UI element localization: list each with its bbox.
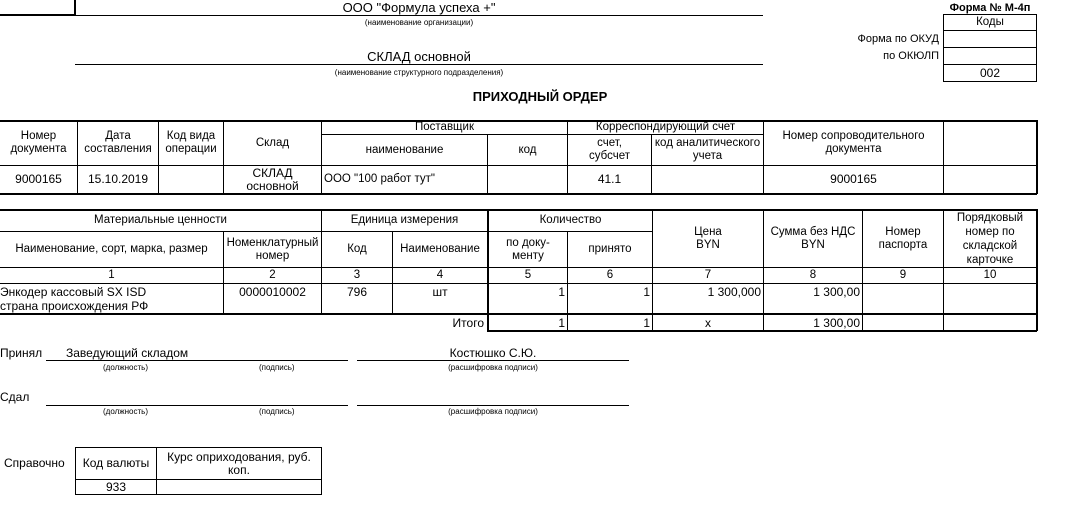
col-number-2: 2: [269, 269, 276, 281]
total-qty-received: 1: [643, 316, 650, 330]
org-underline: [75, 15, 763, 16]
supplier-name-header: наименование: [365, 143, 444, 156]
received-label: Принял: [0, 346, 43, 360]
reference-label: Справочно: [4, 456, 65, 470]
form-number: Форма № М-4п: [949, 2, 1031, 14]
items-row-bottom: [0, 313, 1037, 315]
col-number-10: 10: [983, 269, 997, 281]
supplier-name-value: ООО "100 работ тут": [324, 173, 435, 185]
total-price: x: [705, 316, 711, 330]
accompanying-doc-header: Номер сопроводительного документа: [782, 130, 925, 155]
corner-box: [0, 0, 76, 16]
col-number-1: 1: [108, 269, 115, 281]
account-sub-header: счет, субсчет: [589, 137, 630, 162]
warehouse-header: Склад: [255, 136, 290, 149]
qty-received-header: принято: [588, 243, 632, 255]
received-position: Заведующий складом: [66, 346, 189, 360]
unit-header: Единица измерения: [350, 214, 459, 226]
items-total-bottom: [487, 330, 1037, 332]
item-unit-code: 796: [346, 285, 368, 299]
received-decode-caption: (расшифровка подписи): [448, 363, 538, 372]
delivered-position-caption: (должность): [103, 407, 148, 416]
page-title: ПРИХОДНЫЙ ОРДЕР: [472, 89, 608, 104]
codes-line-2: [943, 47, 1037, 48]
total-sum: 1 300,00: [813, 316, 860, 330]
col-number-3: 3: [353, 269, 361, 281]
passport-header: Номер паспорта: [878, 225, 928, 251]
dept-underline: [75, 64, 763, 65]
item-name-line1: Энкодер кассовый SX ISD: [0, 285, 147, 299]
received-name: Костюшко С.Ю.: [449, 346, 537, 360]
col-number-6: 6: [606, 269, 614, 281]
codes-label: Коды: [976, 16, 1004, 28]
col-number-4: 4: [436, 269, 444, 281]
doc-extra-value: [944, 166, 1036, 193]
supplier-code-header: код: [518, 143, 537, 156]
received-signature-caption: (подпись): [259, 363, 295, 372]
quantity-header: Количество: [539, 214, 602, 226]
analytic-code-header: код аналитического учета: [654, 137, 761, 162]
doc-number-value: 9000165: [15, 172, 62, 186]
org-name: ООО "Формула успеха +": [342, 0, 496, 15]
rate-value: [157, 480, 321, 494]
delivered-position-line: [46, 405, 348, 406]
item-name-line2: страна происхождения РФ: [0, 299, 149, 313]
analytic-code-value: [652, 166, 763, 193]
item-qty-doc: 1: [558, 285, 565, 299]
supplier-header: Поставщик: [415, 121, 474, 133]
account-sub-value: 41.1: [597, 172, 622, 186]
price-header: Цена BYN: [694, 225, 722, 251]
total-label: Итого: [452, 316, 484, 330]
op-code-value: [159, 166, 223, 193]
dept-caption: (наименование структурного подразделения): [334, 68, 504, 77]
rate-header: Курс оприходования, руб. коп.: [167, 449, 311, 477]
codes-line-3: [943, 64, 1037, 65]
codes-line-1: [943, 30, 1037, 31]
warehouse-value: СКЛАД основной: [246, 165, 299, 193]
received-name-line: [357, 360, 629, 361]
unit-code-header: Код: [347, 243, 367, 255]
item-nomenclature: 0000010002: [239, 285, 306, 299]
col-number-9: 9: [899, 269, 907, 281]
doc-v10: [1036, 120, 1038, 194]
delivered-signature-caption: (подпись): [259, 407, 295, 416]
doc-number-header: Номер документа: [10, 130, 67, 155]
code-value: 002: [979, 66, 1001, 80]
qty-doc-header: по доку- менту: [506, 236, 550, 262]
item-sum: 1 300,00: [813, 285, 860, 299]
col-number-7: 7: [704, 269, 712, 281]
item-qty-received: 1: [643, 285, 650, 299]
received-position-caption: (должность): [103, 363, 148, 372]
currency-code-header: Код валюты: [82, 456, 150, 470]
date-value: 15.10.2019: [87, 172, 149, 186]
col-number-5: 5: [524, 269, 532, 281]
dept-name: СКЛАД основной: [367, 49, 471, 64]
sum-header: Сумма без НДС BYN: [770, 225, 856, 251]
date-header: Дата составления: [84, 130, 152, 155]
item-price: 1 300,000: [707, 285, 761, 299]
total-qty-doc: 1: [558, 316, 565, 330]
delivered-name-line: [357, 405, 629, 406]
items-numbers-bottom: [0, 283, 1037, 284]
col-number-8: 8: [809, 269, 817, 281]
org-caption: (наименование организации): [364, 18, 474, 27]
delivered-label: Сдал: [0, 390, 30, 404]
received-position-line: [46, 360, 348, 361]
unit-name-header: Наименование: [400, 243, 480, 255]
delivered-decode-caption: (расшифровка подписи): [448, 407, 538, 416]
nomenclature-header: Номенклатурный номер: [226, 236, 319, 262]
item-unit-name: шт: [432, 285, 448, 299]
op-code-header: Код вида операции: [165, 130, 217, 155]
card-no-header: Порядковый номер по складской карточке: [956, 211, 1024, 266]
accompanying-doc-value: 9000165: [830, 172, 877, 186]
okpo-label: по ОКЮЛП: [883, 50, 939, 62]
corr-account-header: Корреспондирующий счет: [595, 121, 736, 133]
doc-table-bottom: [0, 193, 1037, 195]
supplier-code-value: [488, 166, 567, 193]
okud-label: Форма по ОКУД: [857, 33, 939, 45]
currency-code-value: 933: [105, 479, 127, 494]
name-header: Наименование, сорт, марка, размер: [15, 243, 208, 255]
materials-header: Материальные ценности: [94, 214, 227, 226]
items-v10: [1036, 209, 1038, 331]
